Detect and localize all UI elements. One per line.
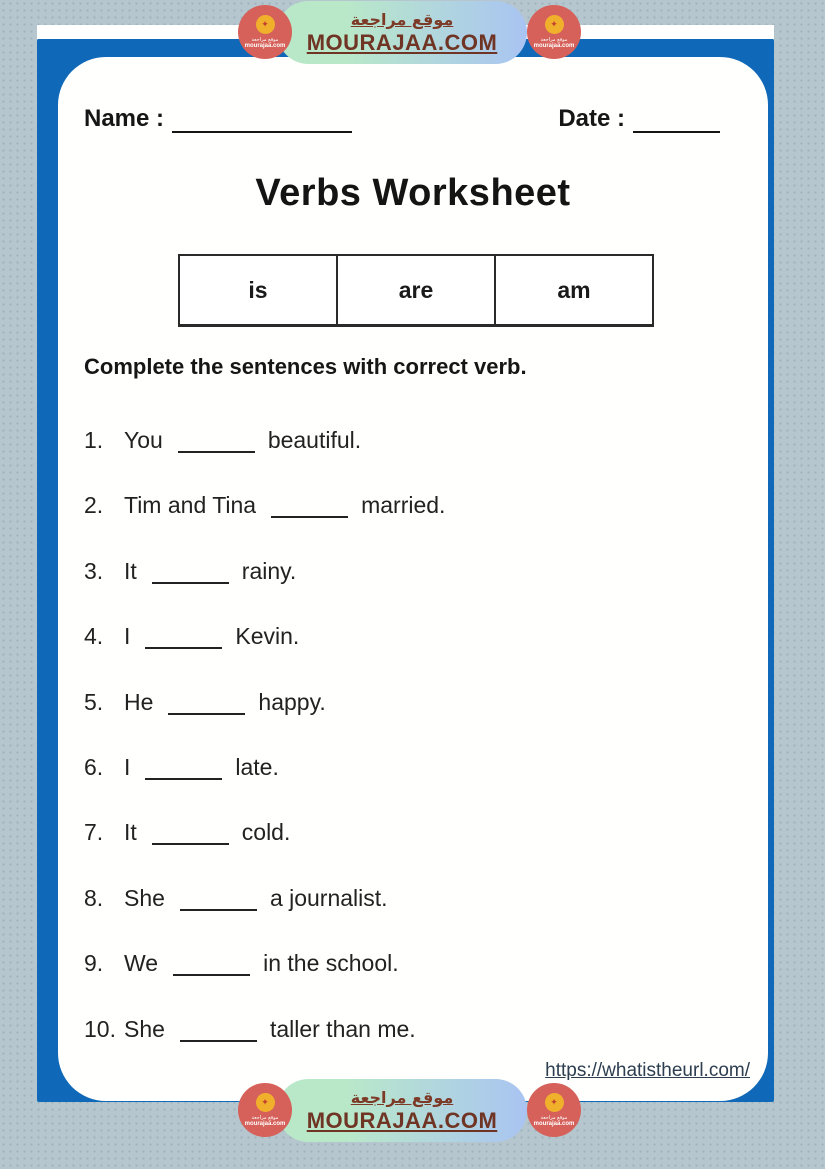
sentence-after: rainy. [241, 557, 297, 584]
top-banner-site-link[interactable]: MOURAJAA.COM [306, 30, 498, 55]
sentence-row [84, 425, 724, 490]
badge-arabic-text: موقع مراجعة [540, 36, 568, 43]
sentence-number: 10. [84, 1015, 116, 1042]
sentence-before: You [124, 427, 163, 453]
sentence-before: I [124, 623, 131, 650]
answer-blank [173, 948, 250, 976]
sentence-after: Kevin. [235, 623, 300, 650]
sentence-after: a journalist. [269, 884, 388, 911]
answer-blank [271, 490, 348, 518]
top-banner-pill [277, 1, 527, 64]
badge-arabic-text: موقع مراجعة [251, 1114, 279, 1121]
name-label: Name : [84, 105, 165, 132]
bottom-banner-pill [277, 1079, 527, 1142]
sentence-number: 8. [84, 884, 104, 911]
answer-blank [178, 425, 255, 453]
sentence-number: 4. [84, 623, 104, 650]
sentence-before: She [124, 1015, 165, 1042]
sentence-before: It [124, 819, 137, 846]
sentence-number: 2. [84, 492, 104, 519]
top-banner-right-badge [527, 5, 581, 59]
sentence-row [84, 883, 724, 948]
badge-logo-icon: ✦ [545, 1093, 564, 1112]
answer-blank [145, 621, 222, 649]
sentence-before: Tim and Tina [124, 492, 257, 519]
badge-arabic-text: موقع مراجعة [540, 1114, 568, 1121]
worksheet-title: Verbs Worksheet [255, 172, 571, 214]
sentence-number: 5. [84, 688, 104, 715]
word-bank-cell-is: is [248, 276, 268, 303]
bottom-banner-left-badge [238, 1083, 292, 1137]
sentence-after: in the school. [263, 950, 399, 977]
badge-url-text: mourajaa.com [533, 42, 575, 49]
worksheet-page [58, 57, 768, 1101]
sentence-list [84, 425, 724, 1079]
word-bank-cell-am: am [494, 256, 652, 324]
answer-blank [152, 817, 229, 845]
bottom-banner-site-link[interactable]: MOURAJAA.COM [306, 1108, 498, 1133]
sentence-after: beautiful. [267, 427, 362, 453]
bottom-banner [0, 1078, 825, 1144]
sentence-number: 9. [84, 950, 104, 977]
answer-blank [152, 556, 229, 584]
name-field-group [84, 105, 352, 133]
sentence-after: taller than me. [269, 1015, 416, 1042]
word-bank-cell-are: are [336, 256, 494, 324]
sentence-row [84, 687, 724, 752]
badge-arabic-text: موقع مراجعة [251, 36, 279, 43]
sentence-row [84, 817, 724, 882]
sentence-after: cold. [241, 819, 291, 846]
sentence-after: married. [361, 492, 446, 519]
bottom-banner-arabic-title: موقع مراجعة [350, 1088, 454, 1107]
name-blank-line [172, 105, 352, 133]
sentence-row [84, 948, 724, 1013]
source-url-link[interactable]: https://whatistheurl.com/ [545, 1060, 750, 1081]
badge-logo-icon: ✦ [256, 15, 275, 34]
answer-blank [145, 752, 222, 780]
word-bank-table [178, 254, 654, 327]
sentence-before: We [124, 950, 159, 977]
badge-url-text: mourajaa.com [533, 1120, 575, 1127]
bottom-banner-right-badge [527, 1083, 581, 1137]
badge-logo-icon: ✦ [256, 1093, 275, 1112]
sentence-before: He [124, 688, 154, 715]
sentence-before: It [124, 557, 137, 584]
sentence-number: 3. [84, 557, 104, 584]
sentence-number: 7. [84, 819, 104, 846]
sentence-row [84, 752, 724, 817]
answer-blank [168, 687, 245, 715]
top-banner-left-badge [238, 5, 292, 59]
sentence-before: I [124, 753, 131, 780]
name-date-row [84, 105, 720, 133]
top-banner [0, 0, 825, 66]
top-banner-arabic-title: موقع مراجعة [350, 10, 454, 29]
sentence-after: happy. [258, 688, 326, 715]
sentence-row [84, 621, 724, 686]
date-blank-line [633, 105, 720, 133]
sentence-number: 6. [84, 753, 104, 780]
answer-blank [180, 883, 257, 911]
sentence-after: late. [235, 753, 279, 780]
sentence-number: 1. [84, 427, 104, 453]
date-field-group [558, 105, 720, 133]
date-label: Date : [558, 105, 625, 132]
sentence-before: She [124, 884, 165, 911]
sentence-row [84, 490, 724, 555]
answer-blank [180, 1014, 257, 1042]
badge-logo-icon: ✦ [545, 15, 564, 34]
badge-url-text: mourajaa.com [244, 1120, 286, 1127]
badge-url-text: mourajaa.com [244, 42, 286, 49]
instruction-text: Complete the sentences with correct verb. [84, 354, 527, 379]
sentence-row [84, 556, 724, 621]
